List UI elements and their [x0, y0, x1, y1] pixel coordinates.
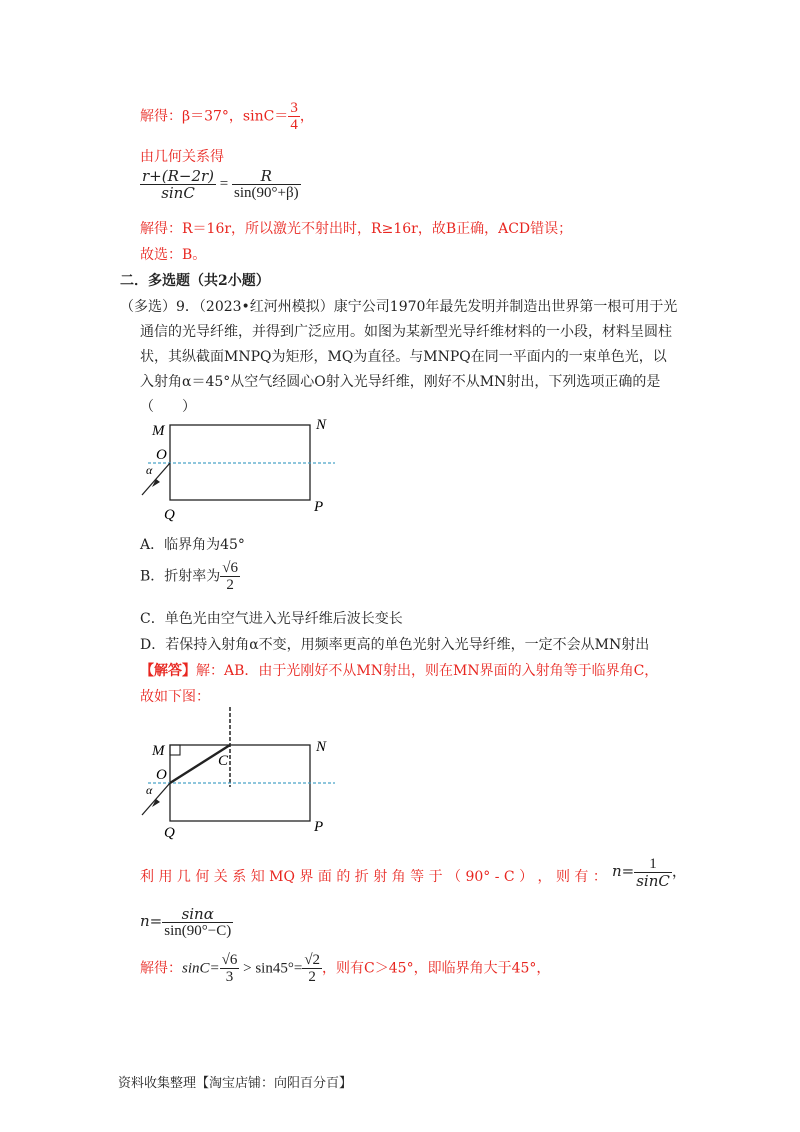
label-c: C: [218, 753, 229, 769]
answer-line-3: 解得：R＝16r，所以激光不射出时，R≥16r，故B正确，ACD错误；: [140, 221, 573, 237]
label-q: Q: [164, 825, 175, 840]
solution-line-1: 【解答】解：AB．由于光刚好不从MN射出，则在MN界面的入射角等于临界角C，: [140, 663, 659, 679]
answer-line-1: 解得：β＝37°，sinC＝ $\frac{3}{4}$ ，: [140, 100, 314, 133]
equation-1: $\frac{r+(R-2r)}{\sin C}$ = $\frac{R}{\sin(90^\circ+\beta)}$: [142, 167, 299, 202]
section-title: 二．多选题（共2小题）: [120, 273, 270, 289]
question-line-2: 通信的光导纤维，并得到广泛应用。如图为某新型光导纤维材料的一小段，材料呈圆柱: [140, 324, 672, 340]
label-p: P: [314, 819, 324, 835]
question-line-3: 状，其纵截面MNPQ为矩形，MQ为直径。与MNPQ在同一平面内的一束单色光，以: [140, 349, 667, 365]
answer-line-2: 由几何关系得: [140, 149, 224, 165]
solution-line-5: 解得：sinC= $\frac{√6}{3}$ > sin45°= $\frac{√2}{2}$ ，则有C＞45°，即临界角大于45°，: [140, 952, 551, 985]
solution-line-3: 利 用 几 何 关 系 知 MQ 界 面 的 折 射 角 等 于 （ 90° - C ） ， 则 有 ：: [140, 869, 607, 885]
label-alpha: α: [146, 463, 153, 477]
solution-line-2: 故如下图：: [140, 689, 210, 705]
equation-n1: n= $\frac{1}{\sin C}$ ，: [612, 856, 687, 890]
option-b: B．折射率为 $\frac{√6}{2}$: [140, 560, 239, 593]
question-line-1: （多选）9．（2023•红河州模拟）康宁公司1970年最先发明并制造出世界第一根可用于光: [120, 299, 678, 315]
label-o: O: [156, 767, 167, 783]
question-figure: [140, 415, 340, 525]
answer-line-4: 故选：B。: [140, 247, 207, 263]
question-line-5: （ ）: [140, 399, 196, 415]
option-d: D．若保持入射角α不变，用频率更高的单色光射入光导纤维，一定不会从MN射出: [140, 637, 650, 653]
label-n: N: [316, 739, 327, 755]
label-n: N: [316, 417, 327, 433]
label-q: Q: [164, 507, 175, 523]
label-o: O: [156, 447, 167, 463]
question-line-4: 入射角α＝45°从空气经圆心O射入光导纤维，刚好不从MN射出，下列选项正确的是: [140, 374, 661, 390]
label-m: M: [152, 423, 165, 439]
label-p: P: [314, 499, 324, 515]
label-m: M: [152, 743, 165, 759]
footer-text: 资料收集整理【淘宝店铺：向阳百分百】: [118, 1076, 353, 1091]
option-c: C．单色光由空气进入光导纤维后波长变长: [140, 611, 403, 627]
equation-n2: n= $\frac{\sin\alpha}{\sin(90^\circ-C)}$: [140, 905, 232, 939]
label-alpha: α: [146, 783, 153, 797]
solution-tag: 【解答】: [140, 663, 196, 679]
option-a: A．临界角为45°: [140, 537, 245, 553]
solution-figure: [140, 705, 340, 840]
